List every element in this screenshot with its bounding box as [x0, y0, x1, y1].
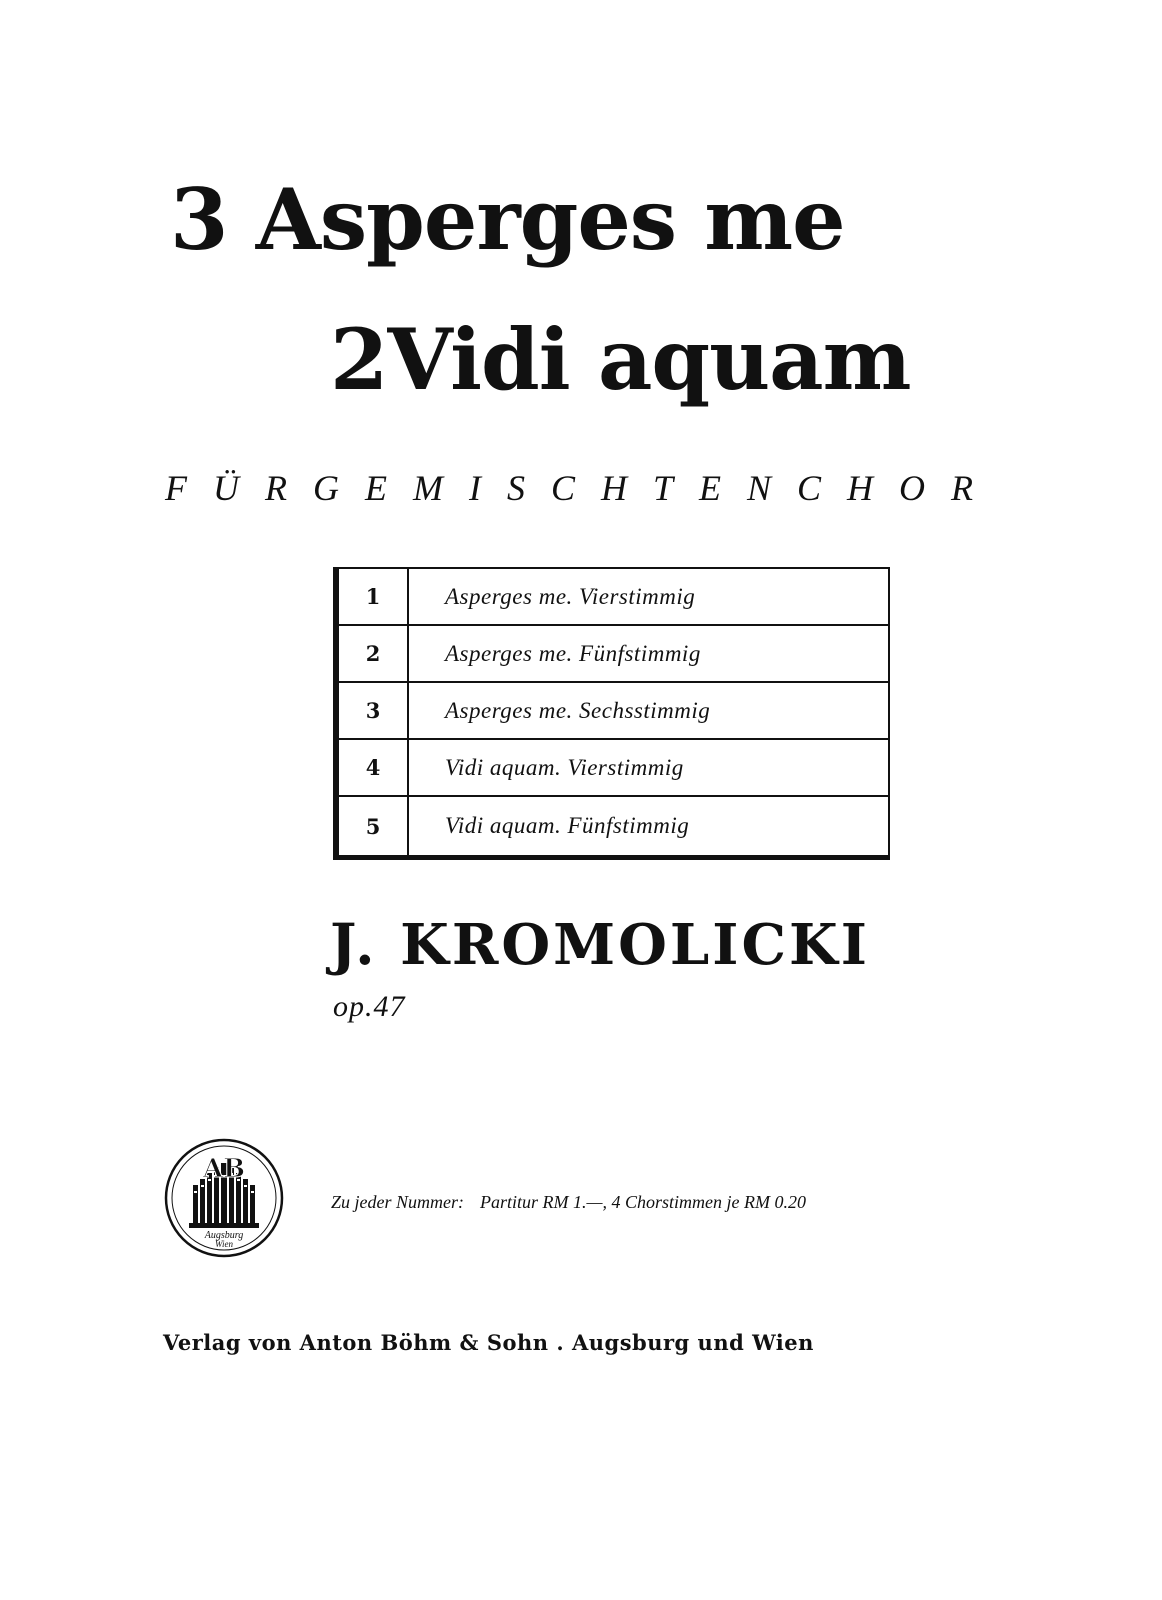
contents-number: 4 [339, 739, 408, 796]
subtitle-word-1: FÜR [165, 468, 313, 508]
price-note [331, 1192, 806, 1213]
logo-text-1: Augsburg [204, 1230, 244, 1241]
contents-number: 1 [339, 569, 408, 625]
contents-row [339, 682, 888, 739]
logo-text-2: Wien [215, 1239, 233, 1249]
title-line-1: 3 Asperges me [170, 170, 845, 269]
composer-name: J. KROMOLICKI [330, 912, 870, 978]
subtitle [165, 468, 999, 508]
publisher-logo [163, 1137, 285, 1259]
contents-number: 3 [339, 682, 408, 739]
contents-row [339, 625, 888, 682]
contents-row [339, 739, 888, 796]
subtitle-word-3: CHOR [796, 468, 999, 508]
subtitle-word-2: GEMISCHTEN [312, 468, 797, 508]
contents-number: 5 [339, 796, 408, 855]
price-text: Partitur RM 1.—, 4 Chorstimmen je RM 0.20 [480, 1192, 806, 1212]
contents-number: 2 [339, 625, 408, 682]
title-line-2: 2Vidi aquam [330, 310, 911, 409]
contents-title: Asperges me. Sechsstimmig [408, 682, 888, 739]
contents-row [339, 796, 888, 855]
contents-title: Asperges me. Fünfstimmig [408, 625, 888, 682]
price-label: Zu jeder Nummer: [331, 1192, 464, 1212]
contents-title: Vidi aquam. Fünfstimmig [445, 813, 690, 838]
publisher-line: Verlag von Anton Böhm & Sohn . Augsburg und Wien [163, 1330, 814, 1355]
contents-table [333, 567, 890, 860]
contents-title: Asperges me. Vierstimmig [408, 569, 888, 625]
contents-row [339, 569, 888, 625]
opus-number: op.47 [333, 990, 406, 1023]
logo-monogram: AB [202, 1154, 246, 1184]
contents-title: Vidi aquam. Vierstimmig [408, 739, 888, 796]
